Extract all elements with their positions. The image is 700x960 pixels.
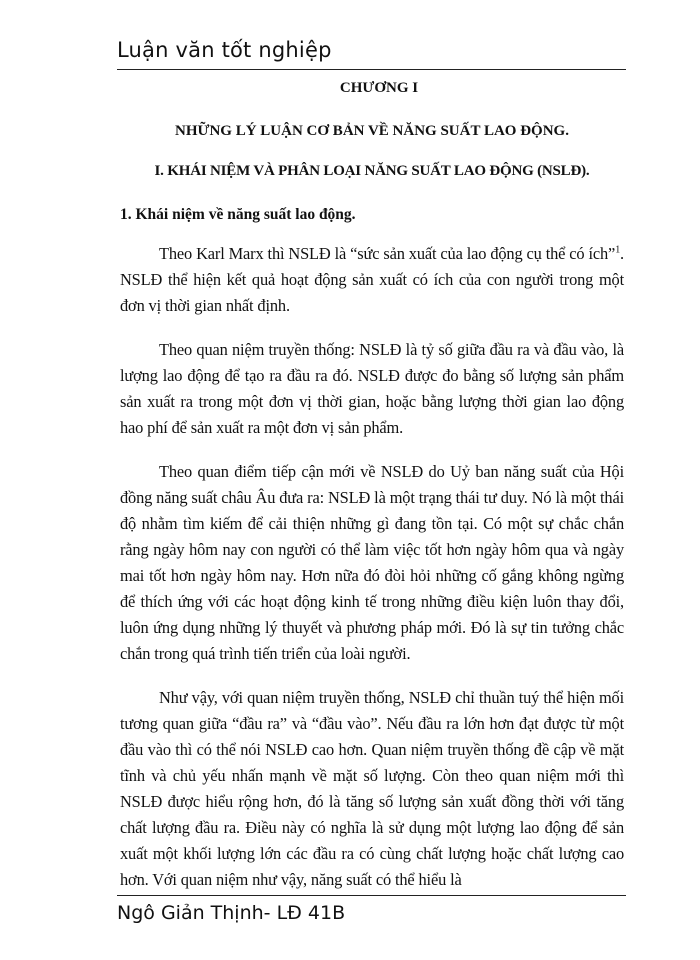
running-footer-author: Ngô Giản Thịnh- LĐ 41B <box>117 902 346 924</box>
footer-divider <box>117 895 626 896</box>
subsection-heading: 1. Khái niệm về năng suất lao động. <box>120 206 356 223</box>
section-heading: I. KHÁI NIỆM VÀ PHÂN LOẠI NĂNG SUẤT LAO ĐỘNG (NSLĐ). <box>154 163 590 179</box>
chapter-label: CHƯƠNG I <box>339 80 419 96</box>
chapter-title: NHỮNG LÝ LUẬN CƠ BẢN VỀ NĂNG SUẤT LAO ĐỘNG. <box>175 123 569 139</box>
page-body <box>120 78 624 893</box>
header-divider <box>117 69 626 70</box>
running-header-title: Luận văn tốt nghiệp <box>117 38 332 62</box>
paragraph-new-approach: Theo quan điểm tiếp cận mới về NSLĐ do Uỷ ban năng suất của Hội đồng năng suất châu Âu đưa ra: NSLĐ là một trạng thái tư duy. Nó là một thái độ nhằm tìm kiếm để cải thiện những gì đang tồn tại. Có một sự chắc chắn rằng ngày hôm nay con người có thể làm việc tốt hơn ngày hôm qua và ngày mai tốt hơn ngày hôm nay. Hơn nữa đó đòi hỏi những cố gắng không ngừng để thích ứng với các hoạt động kinh tế trong những điều kiện luôn thay đổi, luôn ứng dụng những lý thuyết và phương pháp mới. Đó là sự tin tưởng chắc chắn trong quá trình tiến triển của loài người. <box>120 462 624 663</box>
footnote-marker: 1 <box>615 244 621 256</box>
paragraph-text: Theo Karl Marx thì NSLĐ là “sức sản xuất của lao động cụ thể có ích” <box>159 244 616 263</box>
paragraph-traditional-view: Theo quan niệm truyền thống: NSLĐ là tỷ số giữa đầu ra và đầu vào, là lượng lao động để tạo ra đầu ra đó. NSLĐ được đo bằng số lượng sản phẩm sản xuất ra trong một đơn vị thời gian, hoặc bằng lượng thời gian lao động hao phí để sản xuất ra một đơn vị sản phẩm. <box>120 340 624 437</box>
paragraph-karl-marx <box>120 241 624 319</box>
paragraph-text: . NSLĐ thể hiện kết quả hoạt động sản xuất có ích của con người trong một đơn vị thời gian nhất định. <box>120 244 624 315</box>
paragraph-comparison: Như vậy, với quan niệm truyền thống, NSLĐ chỉ thuần tuý thể hiện mối tương quan giữa “đầu ra” và “đầu vào”. Nếu đầu ra lớn hơn đạt được từ một đầu vào thì có thể nói NSLĐ cao hơn. Quan niệm truyền thống đề cập về mặt tĩnh và chủ yếu nhấn mạnh về mặt số lượng. Còn theo quan niệm mới thì NSLĐ được hiểu rộng hơn, đó là tăng số lượng sản xuất đồng thời với tăng chất lượng đầu ra. Điều này có nghĩa là sử dụng một lượng lao động để sản xuất một khối lượng lớn các đầu ra có cùng chất lượng hoặc chất lượng cao hơn. Với quan niệm như vậy, năng suất có thể hiểu là <box>120 688 624 889</box>
